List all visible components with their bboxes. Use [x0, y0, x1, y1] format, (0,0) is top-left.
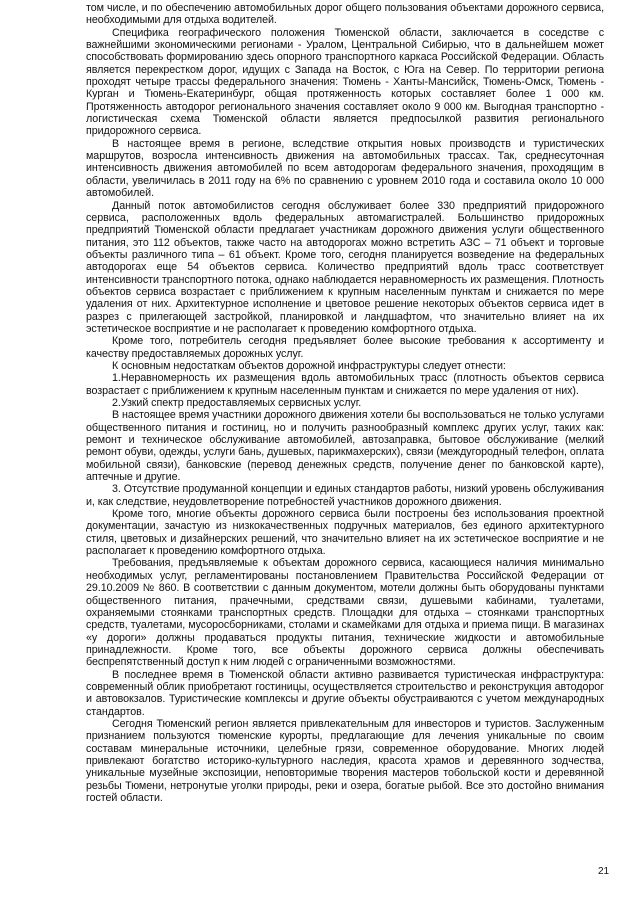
document-body: [86, 2, 604, 804]
paragraph: Сегодня Тюменский регион является привлекательным для инвесторов и туристов. Заслуженным признанием пользуются тюменские курорты, предлагающие для лечения уникальные по своим составам минеральные источники, целебные грязи, современное оборудование. Многих людей привлекают богатство историко-культурного наследия, красота храмов и деревянного зодчества, уникальные музейные экспозиции, неповторимые творения мастеров тобольской кости и деревянной резьбы Тюмени, нетронутые уголки природы, реки и озера, богатые рыбой. Все это достойно внимания гостей области.: [86, 717, 604, 804]
paragraph: В настоящее время участники дорожного движения хотели бы воспользоваться не только услугами общественного питания и гостиниц, но и получить разнообразный комплекс других услуг, таких как: ремонт и техническое обслуживание автомобилей, автозаправка, бытовое обслуживание (мелкий ремонт обуви, одежды, услуги бань, душевых, парикмахерских), связи (междугородный телефон, оплата мобильной связи), банковские (перевод денежных средств, получение денег по банковской карте), аптечные и другие.: [86, 409, 604, 484]
paragraph: Требования, предъявляемые к объектам дорожного сервиса, касающиеся наличия минимально необходимых услуг, регламентированы постановлением Правительства Российской Федерации от 29.10.2009 № 860. В соответствии с данным документом, мотели должны быть оборудованы пунктами общественного питания, прачечными, средствами связи, душевыми кабинами, туалетами, охраняемыми стоянками транспортных средств. Площадки для отдыха – стоянками транспортных средств, туалетами, мусоросборниками, столами и скамейками для отдыха и приема пищи. В магазинах «у дороги» должны продаваться продукты питания, технические жидкости и автомобильные принадлежности. Кроме того, все объекты дорожного сервиса должны обеспечивать беспрепятственный доступ к ним людей с ограниченными возможностями.: [86, 557, 604, 669]
page-number: 21: [598, 866, 610, 877]
paragraph: 3. Отсутствие продуманной концепции и единых стандартов работы, низкий уровень обслуживания и, как следствие, неудовлетворение потребностей участников дорожного движения.: [86, 483, 604, 508]
paragraph: В последнее время в Тюменской области активно развивается туристическая инфраструктура: современный облик приобретают гостиницы, осуществляется строительство и реконструкция автодорог и автовокзалов. Туристические комплексы и другие объекты обустраиваются с учетом международных стандартов.: [86, 668, 604, 718]
paragraph: 1.Неравномерность их размещения вдоль автомобильных трасс (плотность объектов сервиса возрастает с приближением к крупным населенным пунктам и снижается по мере удаления от них).: [86, 372, 604, 397]
paragraph: 2.Узкий спектр предоставляемых сервисных услуг.: [112, 397, 362, 409]
paragraph: К основным недостаткам объектов дорожной инфраструктуры следует отнести:: [112, 359, 506, 372]
paragraph: В настоящее время в регионе, вследствие открытия новых производств и туристических маршрутов, возросла интенсивность движения на автомобильных трассах. Так, среднесуточная интенсивность движения автомобилей по всем автодорогам федерального значения, проходящим в области, увеличилась в 2011 году на 6% по сравнению с уровнем 2010 года и составила около 10 000 автомобилей.: [86, 137, 604, 200]
paragraph: том числе, и по обеспечению автомобильных дорог общего пользования объектами дорожного сервиса, необходимыми для отдыха водителей.: [86, 2, 604, 27]
paragraph: Специфика географического положения Тюменской области, заключается в соседстве с важнейшими экономическими регионами - Уралом, Центральной Сибирью, что в дальнейшем может способствовать формированию здесь опорного транспортного каркаса Российской Федерации. Область является перекрестком дорог, идущих с Запада на Восток, с Юга на Север. По территории региона проходят четыре трассы федерального значения: Тюмень - Ханты-Мансийск, Тюмень-Омск, Тюмень - Курган и Тюмень-Екатеринбург, общая протяженность которых составляет более 1 000 км. Протяженность автодорог регионального значения составляет около 9 000 км. Выгодная транспортно - логистическая схема Тюменской области является предпосылкой развития регионального придорожного сервиса.: [86, 26, 604, 138]
paragraph: Кроме того, многие объекты дорожного сервиса были построены без использования проектной документации, зачастую из низкокачественных подручных материалов, без единого архитектурного стиля, цветовых и дизайнерских решений, что значительно влияет на их эстетическое восприятие и не располагает к проведению комфортного отдыха.: [86, 508, 604, 558]
paragraph: Кроме того, потребитель сегодня предъявляет более высокие требования к ассортименту и качеству предоставляемых дорожных услуг.: [86, 335, 604, 360]
paragraph: Данный поток автомобилистов сегодня обслуживает более 330 предприятий придорожного сервиса, расположенных вдоль федеральных автомагистралей. Большинство придорожных предприятий Тюменской области предлагает участникам дорожного движения услуги общественного питания, это 112 объектов, также часто на автодорогах можно встретить АЗС – 71 объект и торговые объекты различного типа – 61 объект. Кроме того, сегодня планируется возведение на федеральных автодорогах еще 54 объектов сервиса. Количество предприятий вдоль трасс соответствует интенсивности транспортного потока, однако наблюдается неравномерность их размещения. Плотность объектов сервиса возрастает с приближением к крупным населенным пунктам и снижается по мере удаления от них. Архитектурное исполнение и цветовое решение некоторых объектов сервиса идет в разрез с прилегающей застройкой, планировкой и ландшафтом, что значительно влияет на их эстетическое восприятие и не располагает к проведению комфортного отдыха.: [86, 199, 604, 335]
